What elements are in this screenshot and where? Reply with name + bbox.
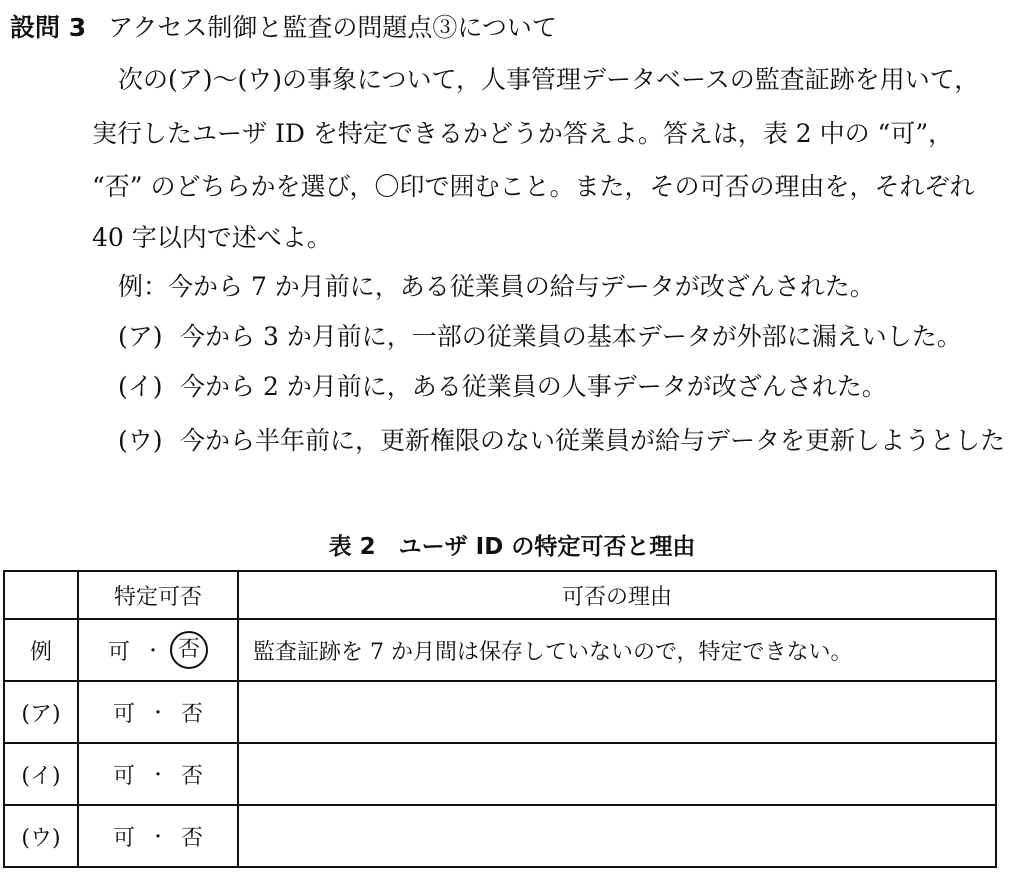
item-i (118, 371, 887, 403)
choice-ok[interactable]: 可 (112, 763, 135, 789)
reason-cell[interactable] (238, 743, 996, 805)
reason-cell[interactable] (238, 805, 996, 867)
answer-choice (78, 805, 238, 867)
choice-ok[interactable]: 可 (112, 701, 135, 727)
instruction-line-1: 次の(ア)～(ウ)の事象について，人事管理データベースの監査証跡を用いて， (118, 65, 980, 94)
question-header (10, 12, 557, 44)
answer-choice (78, 743, 238, 805)
item-u-text: 今から半年前に，更新権限のない従業員が給与データを更新しようとした (180, 426, 1006, 455)
choice-ng[interactable]: 否 (181, 763, 204, 789)
choice-separator: ・ (149, 703, 167, 724)
item-i-label: (イ) (118, 372, 163, 401)
item-u-label: (ウ) (118, 426, 163, 455)
question-title: アクセス制御と監査の問題点③について (108, 13, 557, 42)
table-row (4, 805, 996, 867)
answer-table (3, 570, 997, 868)
instruction-line-2: 実行したユーザ ID を特定できるかどうか答えよ。答えは，表 2 中の “可”， (92, 119, 954, 148)
choice-separator: ・ (144, 641, 162, 662)
choice-separator: ・ (149, 827, 167, 848)
row-label: (イ) (4, 743, 78, 805)
row-label: 例 (4, 619, 78, 681)
answer-choice (78, 619, 238, 681)
reason-cell[interactable] (238, 681, 996, 743)
choice-ok[interactable]: 可 (107, 639, 130, 665)
item-i-text: 今から 2 か月前に，ある従業員の人事データが改ざんされた。 (180, 372, 887, 401)
item-a-text: 今から 3 か月前に，一部の従業員の基本データが外部に漏えいした。 (180, 322, 962, 351)
instruction-line-3: “否” のどちらかを選び，〇印で囲むこと。また，その可否の理由を，それぞれ (92, 172, 975, 201)
header-reason: 可否の理由 (238, 571, 996, 619)
choice-ng[interactable]: 否 (181, 701, 204, 727)
row-label: (ア) (4, 681, 78, 743)
choice-ok[interactable]: 可 (112, 825, 135, 851)
table-row (4, 743, 996, 805)
item-a-label: (ア) (118, 322, 163, 351)
instruction-line-4: 40 字以内で述べよ。 (92, 223, 332, 252)
table-row (4, 619, 996, 681)
answer-choice (78, 681, 238, 743)
choice-ng-circled[interactable]: 否 (170, 631, 208, 669)
header-blank (4, 571, 78, 619)
choice-separator: ・ (149, 765, 167, 786)
example-line: 例：今から 7 か月前に，ある従業員の給与データが改ざんされた。 (118, 272, 875, 301)
choice-ng[interactable]: 否 (181, 825, 204, 851)
row-label: (ウ) (4, 805, 78, 867)
header-feasibility: 特定可否 (78, 571, 238, 619)
table-caption: 表 2 ユーザ ID の特定可否と理由 (328, 534, 696, 560)
item-a (118, 321, 962, 353)
question-number: 設問 3 (10, 13, 87, 42)
reason-cell: 監査証跡を 7 か月間は保存していないので，特定できない。 (238, 619, 996, 681)
table-row (4, 681, 996, 743)
item-u (118, 425, 1005, 457)
table-header-row (4, 571, 996, 619)
